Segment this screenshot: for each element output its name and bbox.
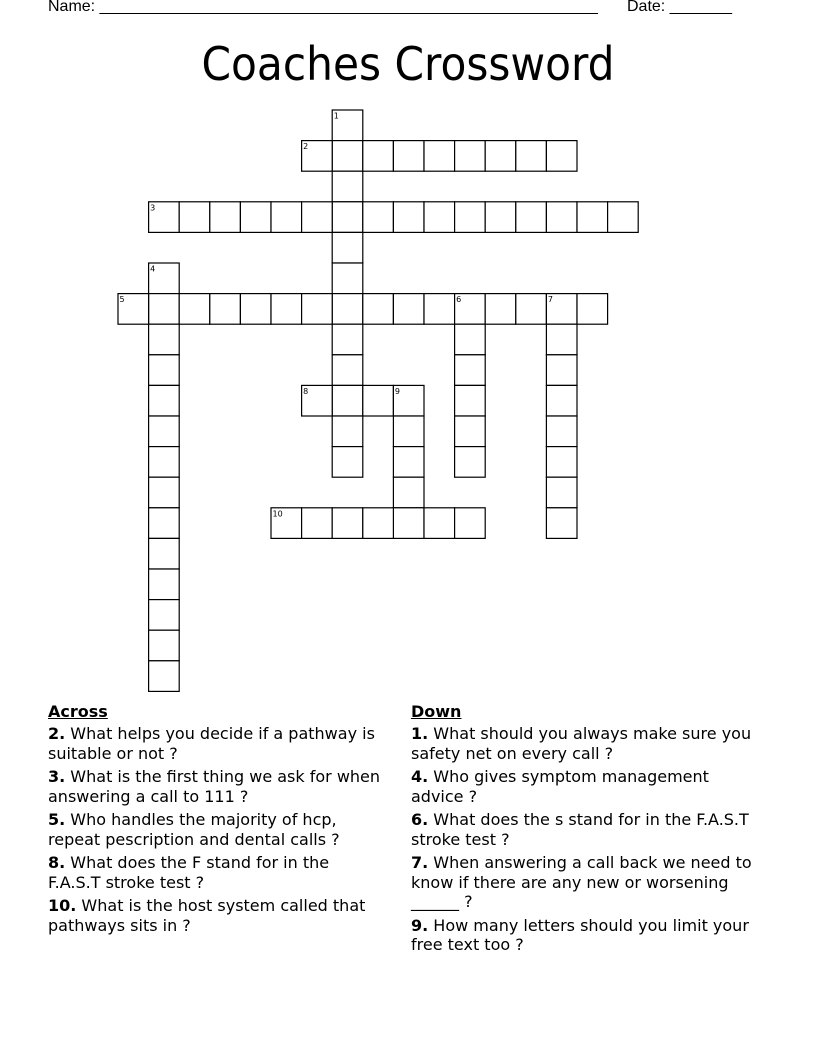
- grid-cell[interactable]: [149, 355, 180, 386]
- grid-cell[interactable]: [149, 447, 180, 478]
- grid-cell[interactable]: [332, 263, 363, 294]
- grid-cell[interactable]: [546, 385, 577, 416]
- grid-cell[interactable]: [240, 294, 271, 325]
- grid-cell[interactable]: [455, 355, 486, 386]
- grid-cell[interactable]: [149, 416, 180, 447]
- clue-number-label: 8: [303, 386, 309, 396]
- grid-cell[interactable]: [332, 355, 363, 386]
- grid-cell[interactable]: [455, 385, 486, 416]
- clue-text: What is the first thing we ask for when answering a call to 111 ?: [48, 767, 381, 806]
- grid-cell[interactable]: [393, 294, 424, 325]
- clue-number: 2.: [48, 724, 66, 743]
- grid-cell[interactable]: [455, 416, 486, 447]
- grid-cell[interactable]: [332, 171, 363, 202]
- grid-cell[interactable]: [149, 569, 180, 600]
- grid-cell[interactable]: [485, 141, 516, 172]
- grid-cell[interactable]: [302, 508, 333, 539]
- grid-cell[interactable]: [455, 508, 486, 539]
- grid-cell[interactable]: [271, 202, 302, 233]
- clue-text: Who gives symptom management advice ?: [411, 767, 709, 806]
- grid-cell[interactable]: [149, 477, 180, 508]
- clue-number: 9.: [411, 915, 429, 935]
- grid-cell[interactable]: [332, 232, 363, 263]
- grid-cell[interactable]: [179, 202, 210, 233]
- clue-number-label: 2: [303, 142, 309, 152]
- grid-cell[interactable]: [516, 294, 547, 325]
- clue-number: 4.: [411, 767, 429, 786]
- grid-cell[interactable]: [546, 508, 577, 539]
- grid-cell[interactable]: [149, 324, 180, 355]
- grid-cell[interactable]: [393, 477, 424, 508]
- down-clues: [411, 702, 756, 959]
- down-clue: [411, 724, 756, 763]
- grid-cell[interactable]: [332, 447, 363, 478]
- grid-cell[interactable]: [363, 385, 394, 416]
- grid-cell[interactable]: [393, 416, 424, 447]
- grid-cell[interactable]: [577, 202, 608, 233]
- clue-text: What is the host system called that pathways sits in ?: [48, 896, 366, 935]
- clue-number-label: 6: [456, 295, 462, 305]
- across-clue: [48, 896, 383, 935]
- down-heading: Down: [411, 702, 462, 721]
- clue-number-label: 5: [119, 295, 125, 305]
- across-clue: [48, 853, 383, 892]
- down-clue: [411, 916, 756, 955]
- grid-cell[interactable]: [546, 324, 577, 355]
- grid-cell[interactable]: [393, 447, 424, 478]
- grid-cell[interactable]: [210, 202, 241, 233]
- clue-text: What does the s stand for in the F.A.S.T stroke test ?: [411, 810, 749, 849]
- down-clue: [411, 810, 756, 849]
- grid-cell[interactable]: [546, 202, 577, 233]
- clue-number-label: 10: [272, 509, 283, 519]
- grid-cell[interactable]: [516, 202, 547, 233]
- grid-cell[interactable]: [546, 447, 577, 478]
- grid-cell[interactable]: [424, 141, 455, 172]
- grid-cell[interactable]: [393, 508, 424, 539]
- across-clue: [48, 724, 383, 763]
- grid-cell[interactable]: [149, 600, 180, 631]
- clue-number: 6.: [411, 810, 429, 829]
- grid-cell[interactable]: [485, 294, 516, 325]
- grid-cell[interactable]: [577, 294, 608, 325]
- clue-number-label: 7: [547, 295, 553, 305]
- grid-cell[interactable]: [424, 508, 455, 539]
- grid-cell[interactable]: [332, 324, 363, 355]
- page-title: Coaches Crossword: [201, 37, 615, 91]
- clue-number: 8.: [48, 853, 66, 872]
- grid-cell[interactable]: [546, 477, 577, 508]
- grid-cell[interactable]: [424, 294, 455, 325]
- grid-cell[interactable]: [546, 141, 577, 172]
- grid-cell[interactable]: [271, 294, 302, 325]
- grid-cell[interactable]: [485, 202, 516, 233]
- grid-cell[interactable]: [179, 294, 210, 325]
- grid-cell[interactable]: [149, 661, 180, 692]
- down-clue: [411, 853, 756, 912]
- clue-number: 10.: [48, 896, 77, 915]
- grid-cell[interactable]: [424, 202, 455, 233]
- grid-cell[interactable]: [149, 385, 180, 416]
- grid-cell[interactable]: [240, 202, 271, 233]
- clue-number: 5.: [48, 810, 66, 829]
- grid-cell[interactable]: [393, 202, 424, 233]
- grid-cell[interactable]: [149, 294, 180, 325]
- down-clue: [411, 767, 756, 806]
- grid-cell[interactable]: [363, 508, 394, 539]
- grid-cell[interactable]: [393, 141, 424, 172]
- grid-cell[interactable]: [332, 508, 363, 539]
- grid-cell[interactable]: [363, 202, 394, 233]
- grid-cell[interactable]: [455, 202, 486, 233]
- grid-cell[interactable]: [516, 141, 547, 172]
- grid-cell[interactable]: [455, 324, 486, 355]
- clue-text: What does the F stand for in the F.A.S.T stroke test ?: [48, 853, 330, 892]
- clue-text: How many letters should you limit your free text too ?: [411, 915, 749, 954]
- clue-number-label: 3: [150, 203, 156, 213]
- grid-cell[interactable]: [302, 294, 333, 325]
- name-field-label: Name: ________________________________________________________: [48, 0, 598, 15]
- clue-number: 3.: [48, 767, 66, 786]
- across-clue: [48, 810, 383, 849]
- grid-cell[interactable]: [149, 538, 180, 569]
- clue-text: What helps you decide if a pathway is suitable or not ?: [48, 724, 375, 763]
- across-clue: [48, 767, 383, 806]
- grid-cell[interactable]: [455, 141, 486, 172]
- clue-number: 1.: [411, 724, 429, 743]
- grid-cell[interactable]: [332, 294, 363, 325]
- grid-cell[interactable]: [332, 141, 363, 172]
- grid-cell[interactable]: [608, 202, 639, 233]
- clue-text: What should you always make sure you safety net on every call ?: [411, 724, 752, 763]
- grid-cell[interactable]: [332, 385, 363, 416]
- clue-number-label: 9: [394, 386, 400, 396]
- grid-cell[interactable]: [363, 294, 394, 325]
- grid-cell[interactable]: [332, 416, 363, 447]
- clue-text: When answering a call back we need to know if there are any new or worsening ______ ?: [411, 853, 752, 911]
- grid-cell[interactable]: [149, 630, 180, 661]
- clue-text: Who handles the majority of hcp, repeat pescription and dental calls ?: [48, 810, 340, 849]
- grid-cell[interactable]: [149, 508, 180, 539]
- clue-number-label: 4: [150, 264, 156, 274]
- grid-cell[interactable]: [363, 141, 394, 172]
- grid-cell[interactable]: [455, 447, 486, 478]
- grid-cell[interactable]: [210, 294, 241, 325]
- across-heading: Across: [48, 702, 108, 721]
- date-field-label: Date: _______: [627, 0, 732, 15]
- clue-number: 7.: [411, 853, 429, 872]
- across-clues: [48, 702, 383, 939]
- grid-cell[interactable]: [302, 202, 333, 233]
- grid-cell[interactable]: [546, 416, 577, 447]
- grid-cell[interactable]: [332, 202, 363, 233]
- grid-cell[interactable]: [546, 355, 577, 386]
- clue-number-label: 1: [333, 111, 339, 121]
